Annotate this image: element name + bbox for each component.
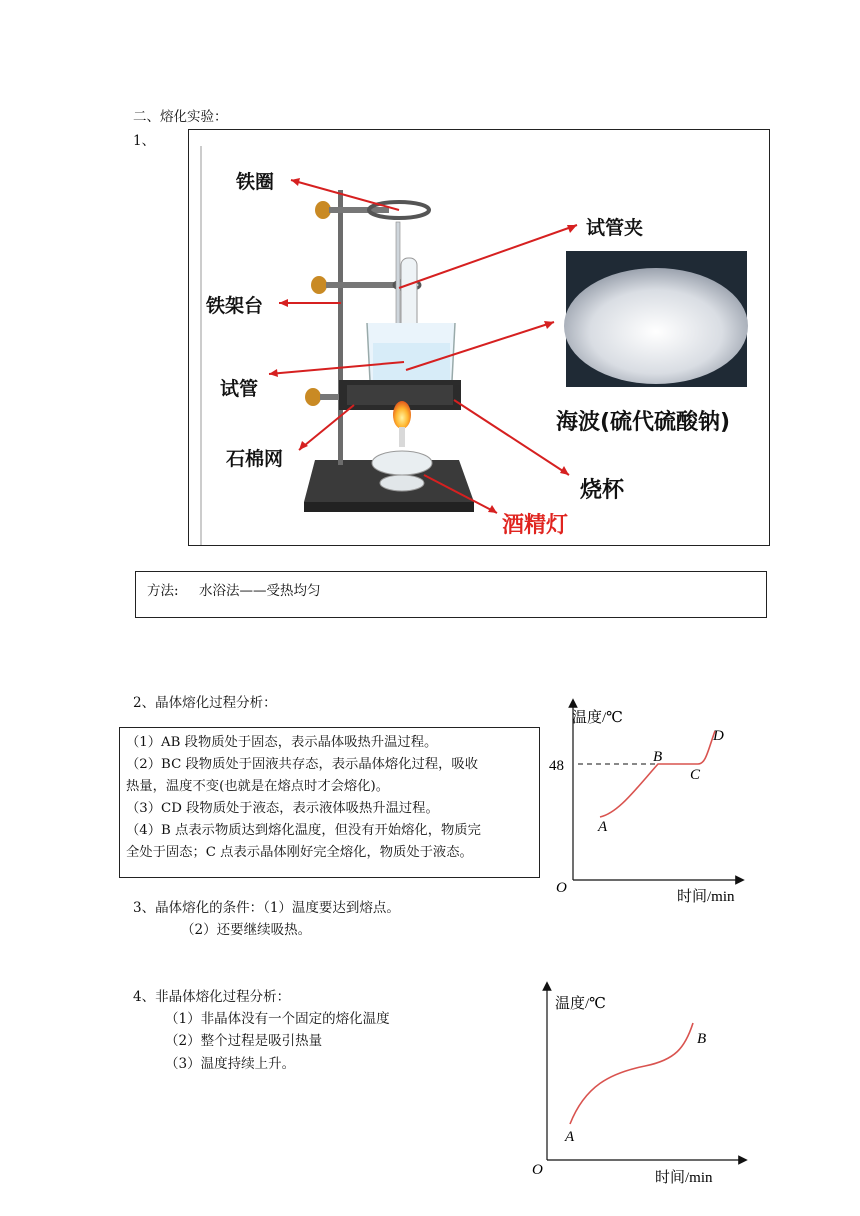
analysis-line: 全处于固态；C 点表示晶体刚好完全熔化，物质处于液态。 — [126, 845, 473, 860]
analysis-line: （2）BC 段物质处于固液共存态，表示晶体熔化过程，吸收 — [126, 757, 479, 772]
point-label-a: A — [565, 1129, 575, 1145]
analysis-line: （1）AB 段物质处于固态，表示晶体吸热升温过程。 — [126, 735, 438, 750]
item4-line: （2）整个过程是吸引热量 — [165, 1033, 323, 1049]
analysis-line: 热量，温度不变(也就是在熔点时才会熔化)。 — [126, 779, 390, 794]
method-box — [135, 571, 767, 618]
origin-label: O — [532, 1162, 543, 1178]
method-text: 水浴法——受热均匀 — [199, 583, 321, 599]
item4-line: （1）非晶体没有一个固定的熔化温度 — [165, 1011, 390, 1027]
item3-title: 3、晶体熔化的条件：（1）温度要达到熔点。 — [133, 900, 400, 916]
x-axis-label: 时间/min — [677, 889, 735, 905]
arrow-iron-ring — [291, 180, 399, 210]
label-test-tube-clamp: 试管夹 — [586, 217, 644, 239]
label-beaker: 烧杯 — [580, 478, 625, 503]
y-axis-label: 温度/℃ — [555, 996, 606, 1012]
point-label-c: C — [690, 767, 701, 783]
label-asbestos-net: 石棉网 — [226, 448, 284, 470]
label-alcohol-lamp: 酒精灯 — [502, 513, 569, 538]
section-title: 二、熔化实验： — [133, 109, 228, 125]
point-label-a: A — [598, 819, 608, 835]
origin-label: O — [556, 880, 567, 896]
arrow-test-tube-clamp — [399, 225, 577, 288]
y-tick-label: 48 — [549, 758, 564, 774]
crystal-melting-chart — [540, 695, 755, 910]
amorphous-melting-chart — [525, 978, 755, 1193]
label-iron-ring: 铁圈 — [236, 171, 275, 193]
crystal-analysis-box — [119, 727, 540, 878]
x-axis-label: 时间/min — [655, 1170, 713, 1186]
clamp-knob-top — [315, 201, 331, 219]
item4-line: （3）温度持续上升。 — [165, 1056, 296, 1072]
analysis-line: （3）CD 段物质处于液态，表示液体吸热升温过程。 — [126, 801, 439, 816]
point-label-d: D — [713, 728, 724, 744]
point-label-b: B — [653, 749, 663, 765]
apparatus-figure — [188, 129, 770, 546]
analysis-line: （4）B 点表示物质达到熔化温度，但没有开始熔化，物质完 — [126, 823, 481, 838]
method-label: 方法: — [147, 583, 179, 599]
item4-title: 4、非晶体熔化过程分析： — [133, 989, 291, 1005]
item-number-1: 1、 — [133, 133, 156, 149]
label-test-tube: 试管 — [220, 378, 259, 400]
point-label-b: B — [697, 1031, 707, 1047]
series-line — [570, 1023, 693, 1124]
item2-title: 2、晶体熔化过程分析： — [133, 695, 277, 711]
arrow-beaker — [454, 400, 569, 475]
y-axis-label: 温度/℃ — [572, 710, 623, 726]
label-iron-stand: 铁架台 — [206, 295, 264, 317]
apparatus-illustration — [189, 130, 770, 546]
label-hypo: 海波(硫代硫酸钠) — [556, 410, 731, 435]
item3-line2: （2）还要继续吸热。 — [181, 922, 312, 938]
arrow-asbestos-net — [299, 405, 354, 450]
